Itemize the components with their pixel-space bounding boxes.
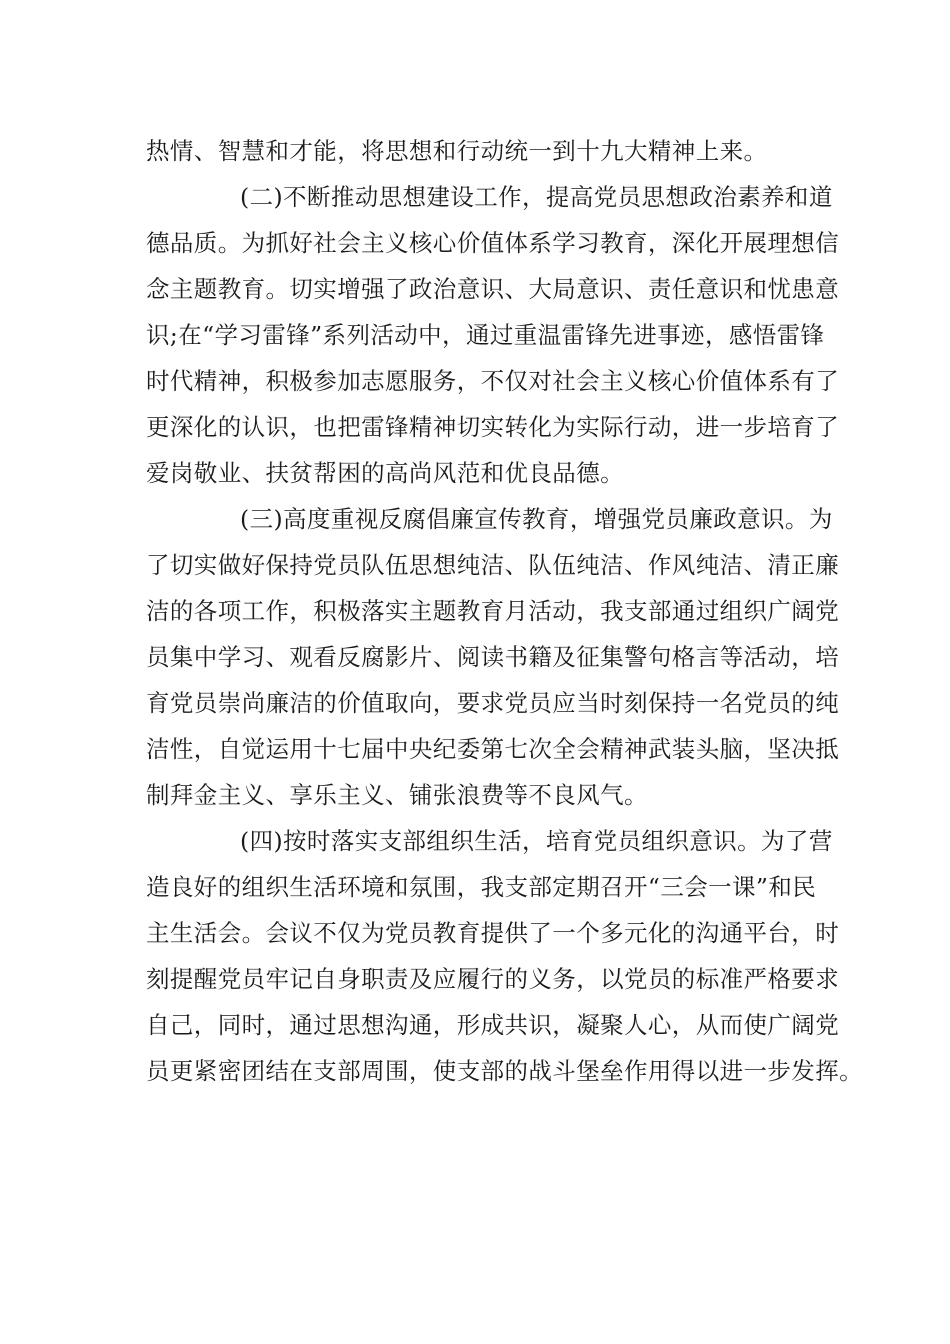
paragraph-3 xyxy=(146,496,840,818)
paragraph-line: 洁的各项工作，积极落实主题教育月活动，我支部通过组织广阔党 xyxy=(146,597,840,625)
paragraph-line: 德品质。为抓好社会主义核心价值体系学习教育，深化开展理想信 xyxy=(146,229,840,257)
paragraph-line: 识;在“学习雷锋”系列活动中，通过重温雷锋先进事迹，感悟雷锋 xyxy=(146,321,825,349)
document-body xyxy=(146,128,863,1094)
paragraph-line: (四)按时落实支部组织生活，培育党员组织意识。为了营 xyxy=(240,827,833,855)
paragraph-line: 员集中学习、观看反腐影片、阅读书籍及征集警句格言等活动，培 xyxy=(146,643,840,671)
paragraph-line: 更深化的认识，也把雷锋精神切实转化为实际行动，进一步培育了 xyxy=(146,413,840,441)
paragraph-line: 制拜金主义、享乐主义、铺张浪费等不良风气。 xyxy=(146,781,648,809)
paragraph-line: (二)不断推动思想建设工作，提高党员思想政治素养和道 xyxy=(240,183,833,211)
paragraph-line: 洁性，自觉运用十七届中央纪委第七次全会精神武装头脑，坚决抵 xyxy=(146,735,840,763)
paragraph-line: 刻提醒党员牢记自身职责及应履行的义务，以党员的标准严格要求 xyxy=(146,965,840,993)
paragraph-line: 了切实做好保持党员队伍思想纯洁、队伍纯洁、作风纯洁、清正廉 xyxy=(146,551,840,579)
paragraph-line: 主生活会。会议不仅为党员教育提供了一个多元化的沟通平台，时 xyxy=(146,919,840,947)
paragraph-line: 热情、智慧和才能，将思想和行动统一到十九大精神上来。 xyxy=(146,137,768,165)
paragraph-4 xyxy=(146,818,863,1094)
paragraph-line: 念主题教育。切实增强了政治意识、大局意识、责任意识和忧患意 xyxy=(146,275,840,303)
paragraph-line: 时代精神，积极参加志愿服务，不仅对社会主义核心价值体系有了 xyxy=(146,367,840,395)
paragraph-line: 造良好的组织生活环境和氛围，我支部定期召开“三会一课”和民 xyxy=(146,873,817,901)
paragraph-2 xyxy=(146,174,840,496)
paragraph-line: 员更紧密团结在支部周围，使支部的战斗堡垒作用得以进一步发挥。 xyxy=(146,1057,863,1085)
paragraph-line: 自己，同时，通过思想沟通，形成共识，凝聚人心，从而使广阔党 xyxy=(146,1011,840,1039)
paragraph-line: (三)高度重视反腐倡廉宣传教育，增强党员廉政意识。为 xyxy=(240,505,833,533)
paragraph-line: 爱岗敬业、扶贫帮困的高尚风范和优良品德。 xyxy=(146,459,624,487)
paragraph-line: 育党员崇尚廉洁的价值取向，要求党员应当时刻保持一名党员的纯 xyxy=(146,689,840,717)
paragraph-1 xyxy=(146,128,810,174)
